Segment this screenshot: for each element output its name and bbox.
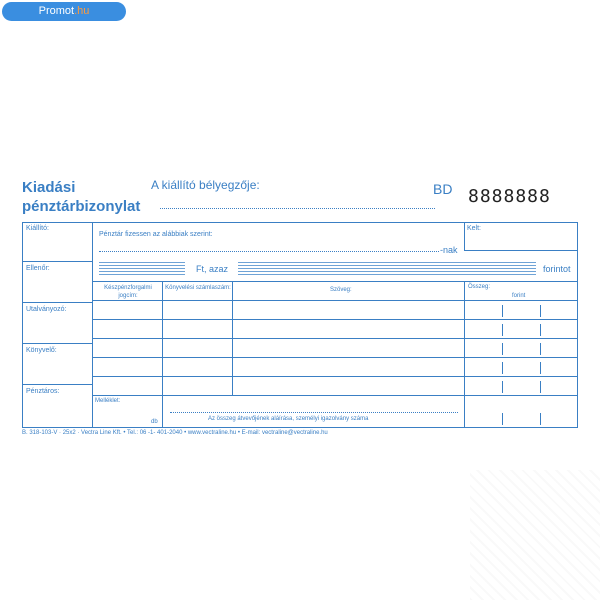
label-penztaros: Pénztáros:	[26, 388, 60, 395]
melleklet-divider	[162, 396, 163, 428]
col-amount-header: Összeg:	[468, 284, 491, 290]
amount-tick	[540, 381, 541, 393]
frame-right	[577, 222, 578, 428]
badge-tld: .hu	[74, 5, 90, 17]
badge-name: Promot	[38, 5, 75, 17]
amount-tick	[540, 324, 541, 336]
left-column-divider	[92, 222, 93, 428]
form-title-line1: Kiadási	[22, 179, 76, 196]
amount-tick	[540, 305, 541, 317]
printer-footer: B. 318-103-V · 25x2 · Vectra Line Kft. • Tel.: 06 -1- 401-2040 • www.vectraline.hu • E-mail: vectraline@vectraline.hu	[22, 430, 328, 436]
ft-azaz-label: Ft, azaz	[196, 264, 229, 274]
label-kiallito: Kiállító:	[26, 225, 49, 232]
stamp-label: A kiállító bélyegzője:	[151, 178, 260, 192]
amount-tick	[540, 413, 541, 425]
amount-tick	[502, 343, 503, 355]
signature-dotted-line[interactable]	[170, 412, 458, 413]
form-title-line2: pénztárbizonylat	[22, 198, 141, 215]
frame-top	[22, 222, 578, 223]
nak-suffix: -nak	[440, 245, 458, 255]
form-title	[22, 178, 140, 216]
table-row	[92, 319, 578, 320]
kelt-bottom	[464, 250, 578, 251]
col-divider-3	[464, 281, 465, 428]
amount-tick	[502, 305, 503, 317]
table-row	[92, 357, 578, 358]
left-row-line	[22, 302, 92, 303]
amount-tick	[540, 362, 541, 374]
amount-tick	[502, 362, 503, 374]
document-number: 8888888	[468, 186, 551, 207]
kelt-label: Kelt:	[467, 225, 482, 232]
amount-words-field[interactable]	[238, 262, 536, 276]
frame-bottom	[22, 427, 578, 428]
table-row	[92, 395, 578, 396]
left-row-line	[22, 261, 92, 262]
series-code: BD	[433, 181, 453, 197]
table-row	[92, 376, 578, 377]
col-cash-header: Készpénzforgalmi jogcím:	[104, 285, 152, 299]
payee-dotted-line[interactable]	[99, 251, 439, 252]
amount-tick	[502, 413, 503, 425]
stamp-dotted-line	[160, 208, 435, 209]
amount-figure-field[interactable]	[99, 262, 185, 276]
label-konyvelo: Könyvelő:	[26, 347, 57, 354]
promot-badge[interactable]	[2, 2, 126, 21]
watermark	[470, 470, 600, 600]
pay-instruction: Pénztár fizessen az alábbiak szerint:	[99, 231, 213, 238]
forintot-label: forintot	[543, 264, 571, 274]
left-row-line	[22, 384, 92, 385]
col-text-header: Szöveg:	[330, 287, 352, 293]
header-bottom	[92, 300, 578, 301]
amount-tick	[502, 381, 503, 393]
kelt-divider	[464, 222, 465, 250]
table-top	[92, 281, 578, 282]
label-ellenor: Ellenőr:	[26, 265, 50, 272]
frame-left	[22, 222, 23, 428]
table-row	[92, 338, 578, 339]
amount-tick	[502, 324, 503, 336]
amount-tick	[540, 343, 541, 355]
col-forint-header: forint	[512, 293, 526, 299]
left-row-line	[22, 343, 92, 344]
db-label: db	[151, 419, 158, 425]
label-utalvanyozo: Utalványozó:	[26, 306, 67, 313]
melleklet-label: Melléklet:	[95, 398, 121, 404]
col-account-header: Könyvelési számlaszám:	[165, 285, 231, 291]
signature-caption: Az összeg átvevőjének aláírása, személyi igazolvány száma	[208, 416, 369, 422]
